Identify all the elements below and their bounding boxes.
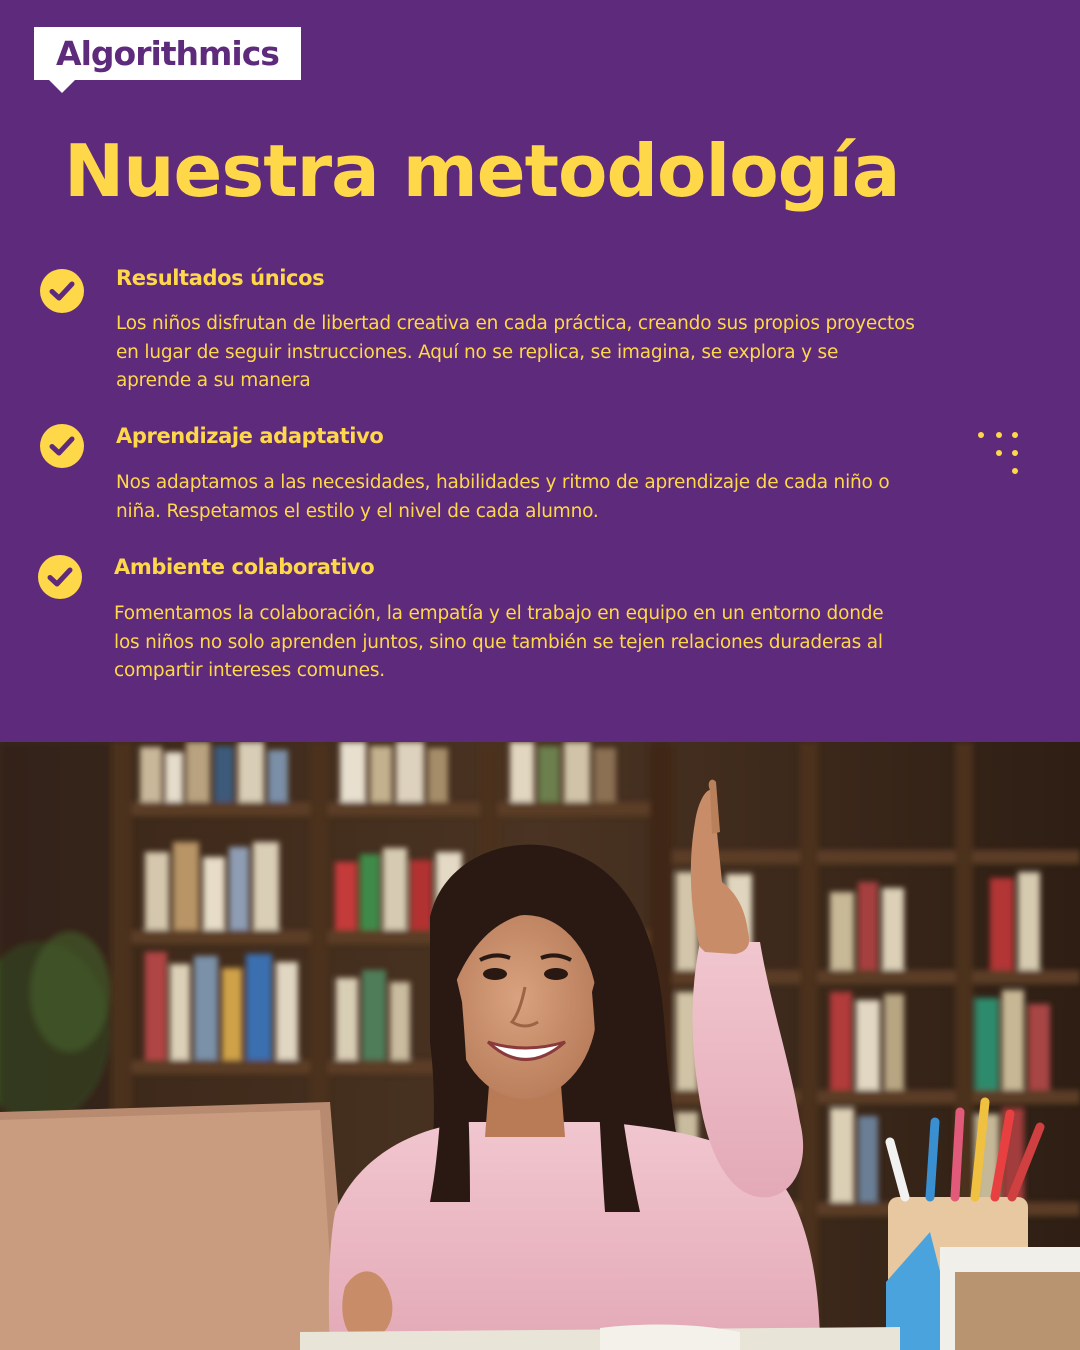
check-circle-icon (40, 424, 84, 468)
check-circle-icon (40, 269, 84, 313)
feature-description: Los niños disfrutan de libertad creativa en cada práctica, creando sus propios proyectos en lugar de seguir instrucciones. Aquí no se replica, se imagina, se explora y se aprende a su manera (116, 313, 915, 391)
feature-title: Ambiente colaborativo (114, 555, 375, 579)
brand-logo (34, 27, 301, 80)
feature-title: Aprendizaje adaptativo (116, 424, 384, 448)
logo-text: Algorithmics (56, 34, 279, 73)
hero-photo (0, 742, 1080, 1350)
check-circle-icon (38, 555, 82, 599)
decorative-dots-icon (974, 428, 1026, 480)
feature-description: Nos adaptamos a las necesidades, habilidades y ritmo de aprendizaje de cada niño o niña. Respetamos el estilo y el nivel de cada alumno. (116, 472, 890, 522)
feature-item-resultados (40, 266, 915, 406)
feature-title: Resultados únicos (116, 266, 325, 290)
feature-item-adaptativo (40, 424, 890, 534)
page-title: Nuestra metodología (64, 129, 900, 213)
feature-item-colaborativo (38, 555, 884, 695)
feature-description: Fomentamos la colaboración, la empatía y el trabajo en equipo en un entorno donde los niños no solo aprenden juntos, sino que también se tejen relaciones duraderas al compartir intereses comunes. (114, 603, 884, 681)
